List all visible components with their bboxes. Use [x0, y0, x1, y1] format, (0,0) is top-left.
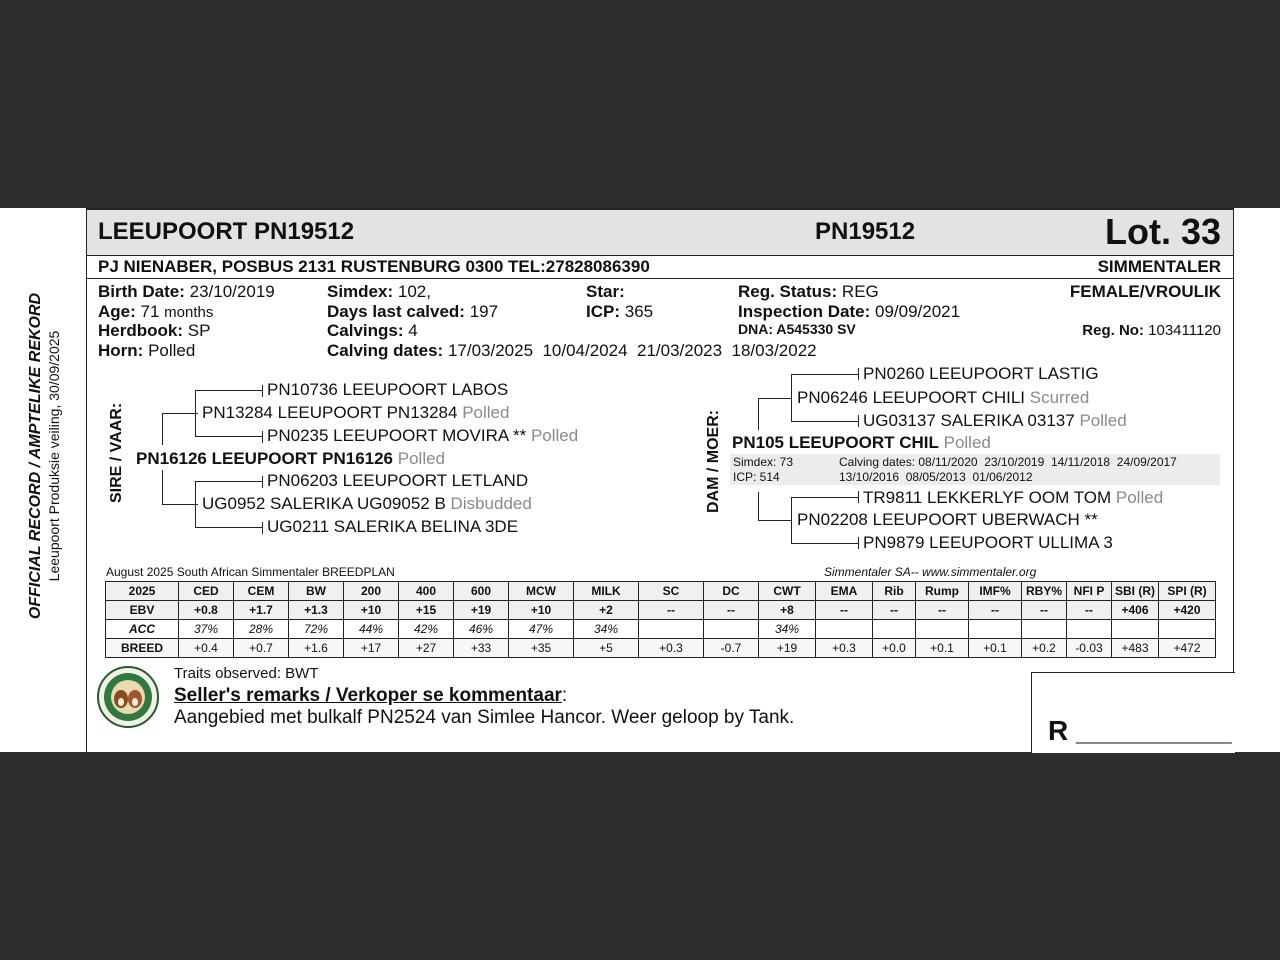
- dam-title: DAM / MOER:: [705, 409, 722, 513]
- table-cell: +19: [454, 601, 509, 620]
- table-cell: --: [969, 601, 1022, 620]
- breeder-band: [87, 255, 1233, 279]
- table-cell: --: [704, 601, 759, 620]
- table-cell: --: [873, 601, 916, 620]
- table-cell: BREED: [106, 639, 179, 658]
- table-cell: +2: [574, 601, 639, 620]
- table-row-breed: [106, 639, 1216, 658]
- table-cell: -0.7: [704, 639, 759, 658]
- table-cell: SPI (R): [1159, 582, 1216, 601]
- table-cell: +17: [344, 639, 399, 658]
- table-cell: EBV: [106, 601, 179, 620]
- official-record-sidebar: [0, 208, 86, 752]
- sidebar-text: [27, 266, 63, 646]
- table-cell: Rib: [873, 582, 916, 601]
- table-cell: 600: [454, 582, 509, 601]
- breed-name: SIMMENTALER: [1097, 257, 1221, 276]
- dds: TR9811 LEKKERLYF OOM TOM Polled: [863, 488, 1164, 507]
- table-cell: +8: [759, 601, 816, 620]
- table-cell: +0.1: [969, 639, 1022, 658]
- table-cell: 72%: [289, 620, 344, 639]
- dam-calving-dates-1: Calving dates: 08/11/2020 23/10/2019 14/11/2018 24/09/2017: [839, 455, 1177, 469]
- table-cell: 200: [344, 582, 399, 601]
- table-cell: +0.1: [916, 639, 969, 658]
- price-box: [1031, 672, 1235, 753]
- table-cell: --: [916, 601, 969, 620]
- table-cell: --: [816, 601, 873, 620]
- remarks-text: Aangebied met bulkalf PN2524 van Simlee Hancor. Weer geloop by Tank.: [174, 707, 795, 728]
- table-cell: +1.3: [289, 601, 344, 620]
- icp: ICP: 365: [586, 302, 654, 321]
- table-cell: [916, 620, 969, 639]
- price-field[interactable]: R __________: [1048, 715, 1232, 746]
- simmentaler-sa-logo-icon: [97, 666, 159, 728]
- header-band: [87, 210, 1233, 256]
- sire-title: SIRE / VAAR:: [108, 402, 125, 503]
- table-cell: RBY%: [1022, 582, 1067, 601]
- auction-subtitle: Leeupoort Produksie veiling, 30/09/2025: [46, 330, 62, 582]
- sd: UG0952 SALERIKA UG09052 B Disbudded: [202, 494, 532, 513]
- table-cell: 400: [399, 582, 454, 601]
- table-cell: CED: [179, 582, 234, 601]
- table-cell: --: [1022, 601, 1067, 620]
- table-row-ebv: [106, 601, 1216, 620]
- table-cell: +472: [1159, 639, 1216, 658]
- dam-icp: ICP: 514: [733, 470, 780, 484]
- table-cell: +5: [574, 639, 639, 658]
- lot-number: Lot. 33: [1104, 211, 1221, 252]
- table-cell: +10: [509, 601, 574, 620]
- table-cell: DC: [704, 582, 759, 601]
- table-cell: +0.4: [179, 639, 234, 658]
- table-cell: +15: [399, 601, 454, 620]
- table-row-acc: [106, 620, 1216, 639]
- ssd: PN0235 LEEUPOORT MOVIRA ** Polled: [267, 426, 579, 445]
- horn: Horn: Polled: [98, 341, 196, 360]
- table-cell: 34%: [759, 620, 816, 639]
- table-cell: -0.03: [1067, 639, 1112, 658]
- breedplan-website: Simmentaler SA-- www.simmentaler.org: [824, 565, 1037, 579]
- calving-dates: Calving dates: 17/03/2025 10/04/2024 21/03/2023 18/03/2022: [327, 341, 817, 360]
- table-cell: [873, 620, 916, 639]
- sire-name: PN16126 LEEUPOORT PN16126 Polled: [136, 449, 446, 468]
- table-cell: [704, 620, 759, 639]
- table-cell: 47%: [509, 620, 574, 639]
- table-cell: +0.3: [816, 639, 873, 658]
- sex: FEMALE/VROULIK: [1069, 282, 1221, 301]
- table-cell: +0.0: [873, 639, 916, 658]
- ds: PN06246 LEEUPOORT CHILI Scurred: [797, 388, 1090, 407]
- table-cell: [969, 620, 1022, 639]
- table-cell: SC: [639, 582, 704, 601]
- table-cell: 46%: [454, 620, 509, 639]
- table-cell: +19: [759, 639, 816, 658]
- table-cell: [816, 620, 873, 639]
- table-cell: +33: [454, 639, 509, 658]
- table-cell: ACC: [106, 620, 179, 639]
- table-cell: NFI P: [1067, 582, 1112, 601]
- simdex: Simdex: 102,: [327, 282, 431, 301]
- table-cell: [1022, 620, 1067, 639]
- breedplan-table: [105, 581, 1216, 658]
- ss: PN13284 LEEUPOORT PN13284 Polled: [202, 403, 510, 422]
- table-cell: EMA: [816, 582, 873, 601]
- calvings: Calvings: 4: [327, 321, 418, 340]
- table-cell: 34%: [574, 620, 639, 639]
- sds: PN06203 LEEUPOORT LETLAND: [267, 471, 529, 490]
- sdd: UG0211 SALERIKA BELINA 3DE: [267, 517, 519, 536]
- table-cell: +0.3: [639, 639, 704, 658]
- table-cell: +483: [1112, 639, 1159, 658]
- dsd: UG03137 SALERIKA 03137 Polled: [863, 411, 1127, 430]
- table-cell: Rump: [916, 582, 969, 601]
- table-cell: MILK: [574, 582, 639, 601]
- table-cell: +406: [1112, 601, 1159, 620]
- table-cell: +27: [399, 639, 454, 658]
- table-cell: +1.6: [289, 639, 344, 658]
- dam-calving-dates-2: 13/10/2016 08/05/2013 01/06/2012: [839, 470, 1033, 484]
- table-cell: BW: [289, 582, 344, 601]
- table-cell: IMF%: [969, 582, 1022, 601]
- reg-no: Reg. No: 103411120: [1082, 322, 1221, 339]
- table-cell: 42%: [399, 620, 454, 639]
- table-cell: CEM: [234, 582, 289, 601]
- table-cell: 2025: [106, 582, 179, 601]
- table-cell: --: [1067, 601, 1112, 620]
- ddd: PN9879 LEEUPOORT ULLIMA 3: [863, 533, 1113, 552]
- table-cell: 37%: [179, 620, 234, 639]
- sss: PN10736 LEEUPOORT LABOS: [267, 380, 509, 399]
- official-record-label: OFFICIAL RECORD / AMPTELIKE REKORD: [27, 292, 44, 620]
- auction-card: [0, 208, 1280, 752]
- table-header-row: [106, 582, 1216, 601]
- table-cell: --: [639, 601, 704, 620]
- reg-id: PN19512: [815, 218, 916, 245]
- table-cell: +420: [1159, 601, 1216, 620]
- table-cell: [1067, 620, 1112, 639]
- traits-observed: Traits observed: BWT: [174, 665, 319, 682]
- dd: PN02208 LEEUPOORT UBERWACH **: [797, 510, 1098, 529]
- dam-simdex: Simdex: 73: [733, 455, 794, 469]
- table-cell: +1.7: [234, 601, 289, 620]
- table-cell: +0.7: [234, 639, 289, 658]
- table-cell: 28%: [234, 620, 289, 639]
- table-cell: +0.2: [1022, 639, 1067, 658]
- reg-status: Reg. Status: REG: [738, 282, 879, 301]
- days-last-calved: Days last calved: 197: [327, 302, 499, 321]
- table-cell: MCW: [509, 582, 574, 601]
- remarks-heading: Seller's remarks / Verkoper se kommentaar:: [174, 685, 568, 706]
- table-cell: [639, 620, 704, 639]
- dna: DNA: A545330 SV: [738, 321, 856, 337]
- birth-date: Birth Date: 23/10/2019: [98, 282, 275, 301]
- table-cell: 44%: [344, 620, 399, 639]
- table-cell: +0.8: [179, 601, 234, 620]
- star: Star:: [586, 282, 625, 301]
- breeder-info: PJ NIENABER, POSBUS 2131 RUSTENBURG 0300 TEL:27828086390: [98, 257, 650, 276]
- dss: PN0260 LEEUPOORT LASTIG: [863, 364, 1099, 383]
- animal-name: LEEUPOORT PN19512: [98, 218, 355, 245]
- breedplan-caption: August 2025 South African Simmentaler BREEDPLAN: [106, 565, 395, 579]
- table-cell: +35: [509, 639, 574, 658]
- table-cell: SBI (R): [1112, 582, 1159, 601]
- table-cell: [1159, 620, 1216, 639]
- herdbook: Herdbook: SP: [98, 321, 211, 340]
- table-cell: [1112, 620, 1159, 639]
- inspection-date: Inspection Date: 09/09/2021: [738, 302, 961, 321]
- table-cell: CWT: [759, 582, 816, 601]
- dam-name: PN105 LEEUPOORT CHIL Polled: [732, 433, 991, 452]
- age: Age: 71 months: [98, 302, 214, 321]
- table-cell: +10: [344, 601, 399, 620]
